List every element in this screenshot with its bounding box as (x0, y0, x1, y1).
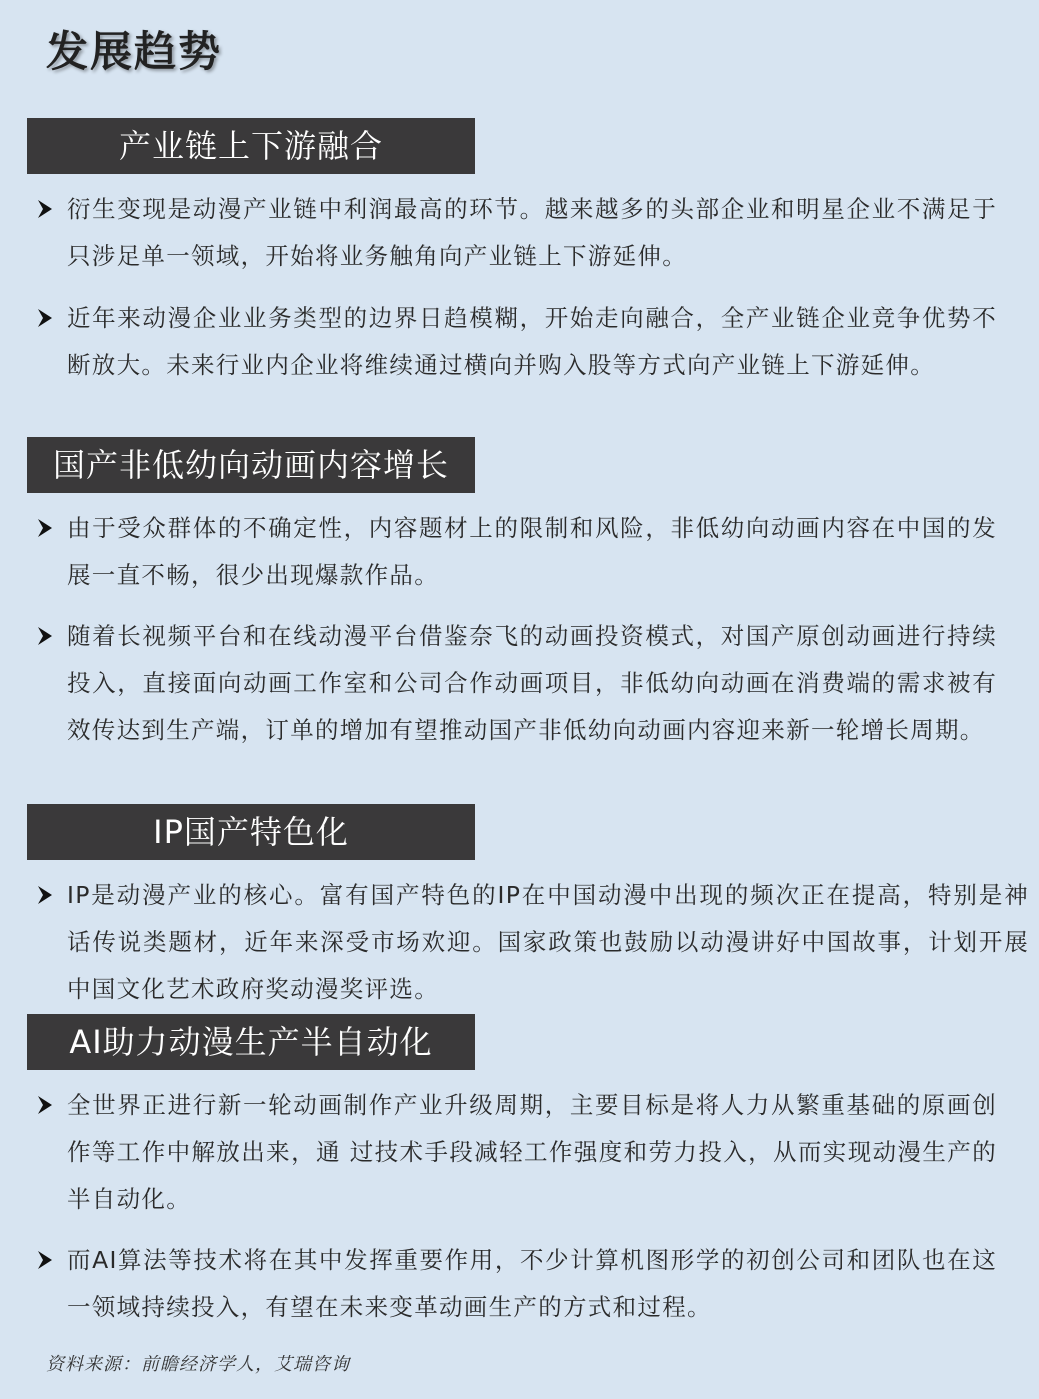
section-header-industry-chain: 产业链上下游融合 (27, 118, 475, 174)
arrow-bullet-icon (36, 306, 54, 330)
bullet-text: 由于受众群体的不确定性，内容题材上的限制和风险，非低幼向动画内容在中国的发展一直不畅，很少出现爆款作品。 (67, 514, 997, 589)
section-header-non-children-animation: 国产非低幼向动画内容增长 (27, 437, 475, 493)
arrow-bullet-icon (36, 624, 54, 648)
arrow-bullet-icon (36, 516, 54, 540)
arrow-bullet-icon (36, 197, 54, 221)
arrow-bullet-icon (36, 883, 54, 907)
bullet-text: 全世界正进行新一轮动画制作产业升级周期，主要目标是将人力从繁重基础的原画创作等工作中解放出来，通 过技术手段减轻工作强度和劳力投入，从而实现动漫生产的半自动化。 (67, 1091, 997, 1213)
bullet-text: IP是动漫产业的核心。富有国产特色的IP在中国动漫中出现的频次正在提高，特别是神话传说类题材，近年来深受市场欢迎。国家政策也鼓励以动漫讲好中国故事，计划开展中国文化艺术政府奖动漫奖评选。 (67, 881, 1029, 1003)
arrow-bullet-icon (36, 1093, 54, 1117)
bullet-text: 而AI算法等技术将在其中发挥重要作用，不少计算机图形学的初创公司和团队也在这一领域持续投入，有望在未来变革动画生产的方式和过程。 (67, 1246, 997, 1321)
source-note: 资料来源：前瞻经济学人，艾瑞咨询 (46, 1354, 350, 1375)
section-header-ai-automation: AI助力动漫生产半自动化 (27, 1014, 475, 1070)
page-title: 发展趋势 (46, 27, 223, 76)
arrow-bullet-icon (36, 1248, 54, 1272)
bullet-text: 近年来动漫企业业务类型的边界日趋模糊，开始走向融合，全产业链企业竞争优势不断放大。未来行业内企业将维续通过横向并购入股等方式向产业链上下游延伸。 (67, 304, 997, 379)
bullet-text: 随着长视频平台和在线动漫平台借鉴奈飞的动画投资模式，对国产原创动画进行持续投入，直接面向动画工作室和公司合作动画项目，非低幼向动画在消费端的需求被有效传达到生产端，订单的增加有望推动国产非低幼向动画内容迎来新一轮增长周期。 (67, 622, 997, 744)
bullet-text: 衍生变现是动漫产业链中利润最高的环节。越来越多的头部企业和明星企业不满足于只涉足单一领域，开始将业务触角向产业链上下游延伸。 (67, 195, 997, 270)
section-header-ip-localization: IP国产特色化 (27, 804, 475, 860)
